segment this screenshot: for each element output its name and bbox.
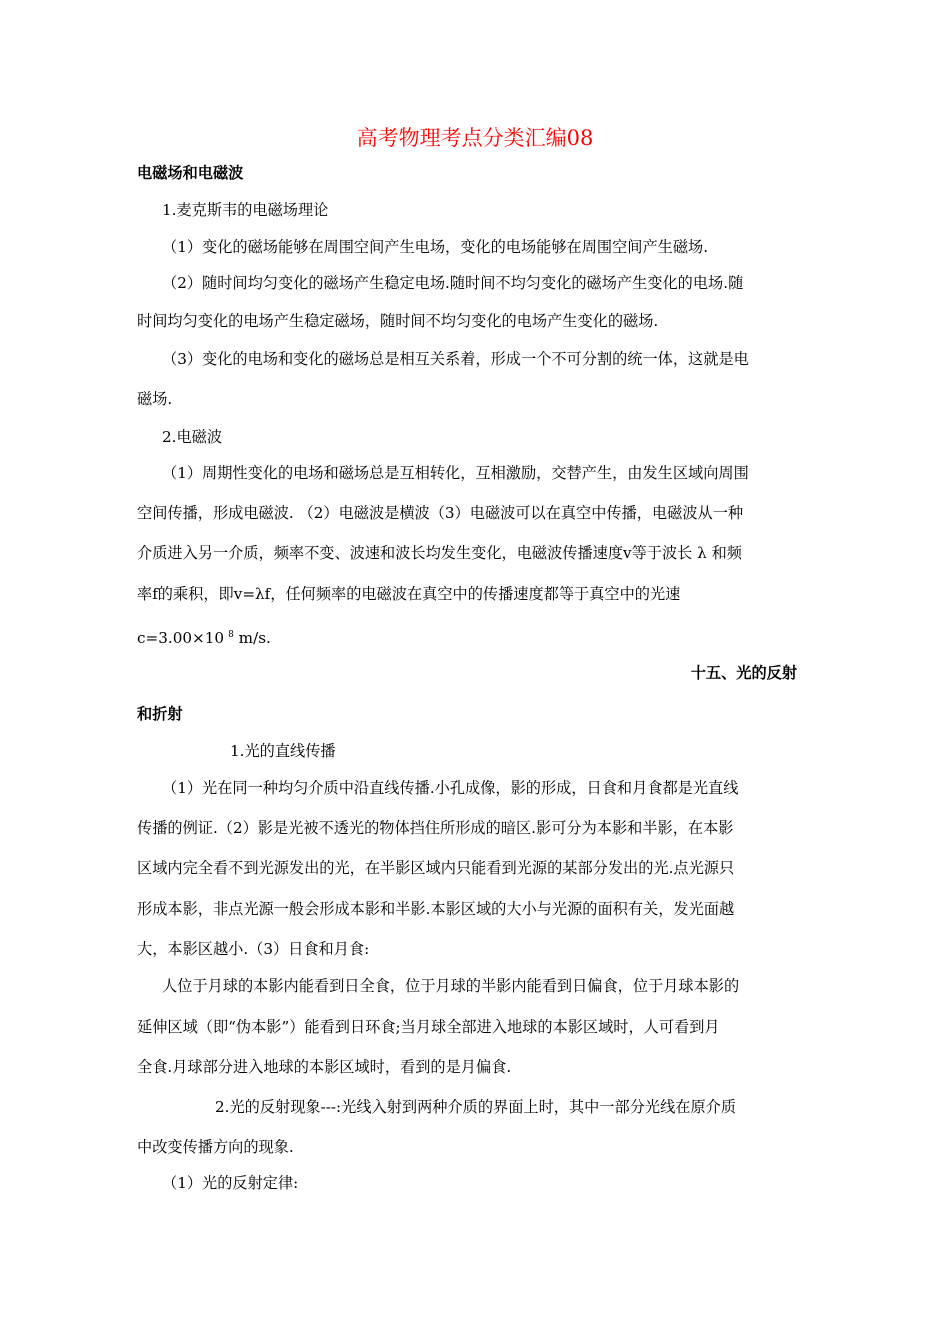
paragraph-line: 率f的乘积，即v=λf，任何频率的电磁波在真空中的传播速度都等于真空中的光速: [137, 585, 681, 603]
paragraph-line: （2）随时间均匀变化的磁场产生稳定电场.随时间不均匀变化的磁场产生变化的电场.随: [162, 274, 744, 292]
paragraph-line: （1）光在同一种均匀介质中沿直线传播.小孔成像，影的形成，日食和月食都是光直线: [162, 779, 739, 797]
paragraph-line: 全食.月球部分进入地球的本影区域时，看到的是月偏食.: [137, 1058, 512, 1076]
paragraph-line: 人位于月球的本影内能看到日全食，位于月球的半影内能看到日偏食，位于月球本影的: [162, 977, 740, 995]
paragraph-line: （1）变化的磁场能够在周围空间产生电场，变化的电场能够在周围空间产生磁场.: [162, 238, 709, 256]
section-heading-em: 电磁场和电磁波: [137, 164, 244, 182]
item-heading-em-wave: 2.电磁波: [162, 428, 223, 446]
document-title: 高考物理考点分类汇编08: [356, 126, 594, 150]
paragraph-line: 时间均匀变化的电场产生稳定磁场，随时间不均匀变化的电场产生变化的磁场.: [137, 312, 659, 330]
paragraph-line: （1）光的反射定律:: [162, 1174, 299, 1192]
paragraph-line: 形成本影，非点光源一般会形成本影和半影.本影区域的大小与光源的面积有关，发光面越: [137, 900, 735, 918]
paragraph-line: 空间传播，形成电磁波. （2）电磁波是横波（3）电磁波可以在真空中传播，电磁波从一种: [137, 504, 744, 522]
item-heading-maxwell: 1.麦克斯韦的电磁场理论: [162, 201, 329, 219]
paragraph-line: 磁场.: [137, 390, 173, 408]
paragraph-line: 中改变传播方向的现象.: [137, 1138, 294, 1156]
formula-line: [137, 624, 817, 649]
paragraph-line: 区域内完全看不到光源发出的光，在半影区域内只能看到光源的某部分发出的光.点光源只: [137, 859, 735, 877]
paragraph-line: 介质进入另一介质，频率不变、波速和波长均发生变化，电磁波传播速度v等于波长 λ 和频: [137, 544, 742, 562]
section-heading-light-part1: 十五、光的反射: [690, 664, 797, 682]
formula-base: c=3.00×10: [137, 629, 225, 648]
formula-exponent: 8: [228, 630, 234, 640]
paragraph-line: 延伸区域（即“伪本影”）能看到日环食;当月球全部进入地球的本影区域时，人可看到月: [137, 1018, 720, 1036]
paragraph-line: 传播的例证.（2）影是光被不透光的物体挡住所形成的暗区.影可分为本影和半影，在本影: [137, 819, 734, 837]
paragraph-line: （1）周期性变化的电场和磁场总是互相转化，互相激励，交替产生，由发生区域向周围: [162, 464, 749, 482]
paragraph-line: 大，本影区越小.（3）日食和月食:: [137, 940, 370, 958]
paragraph-line: 2.光的反射现象---:光线入射到两种介质的界面上时，其中一部分光线在原介质: [215, 1098, 737, 1116]
paragraph-line: （3）变化的电场和变化的磁场总是相互关系着，形成一个不可分割的统一体，这就是电: [162, 350, 749, 368]
formula-unit: m/s.: [233, 629, 271, 648]
section-heading-light-part2: 和折射: [137, 705, 183, 723]
item-heading-straight-light: 1.光的直线传播: [230, 742, 336, 760]
